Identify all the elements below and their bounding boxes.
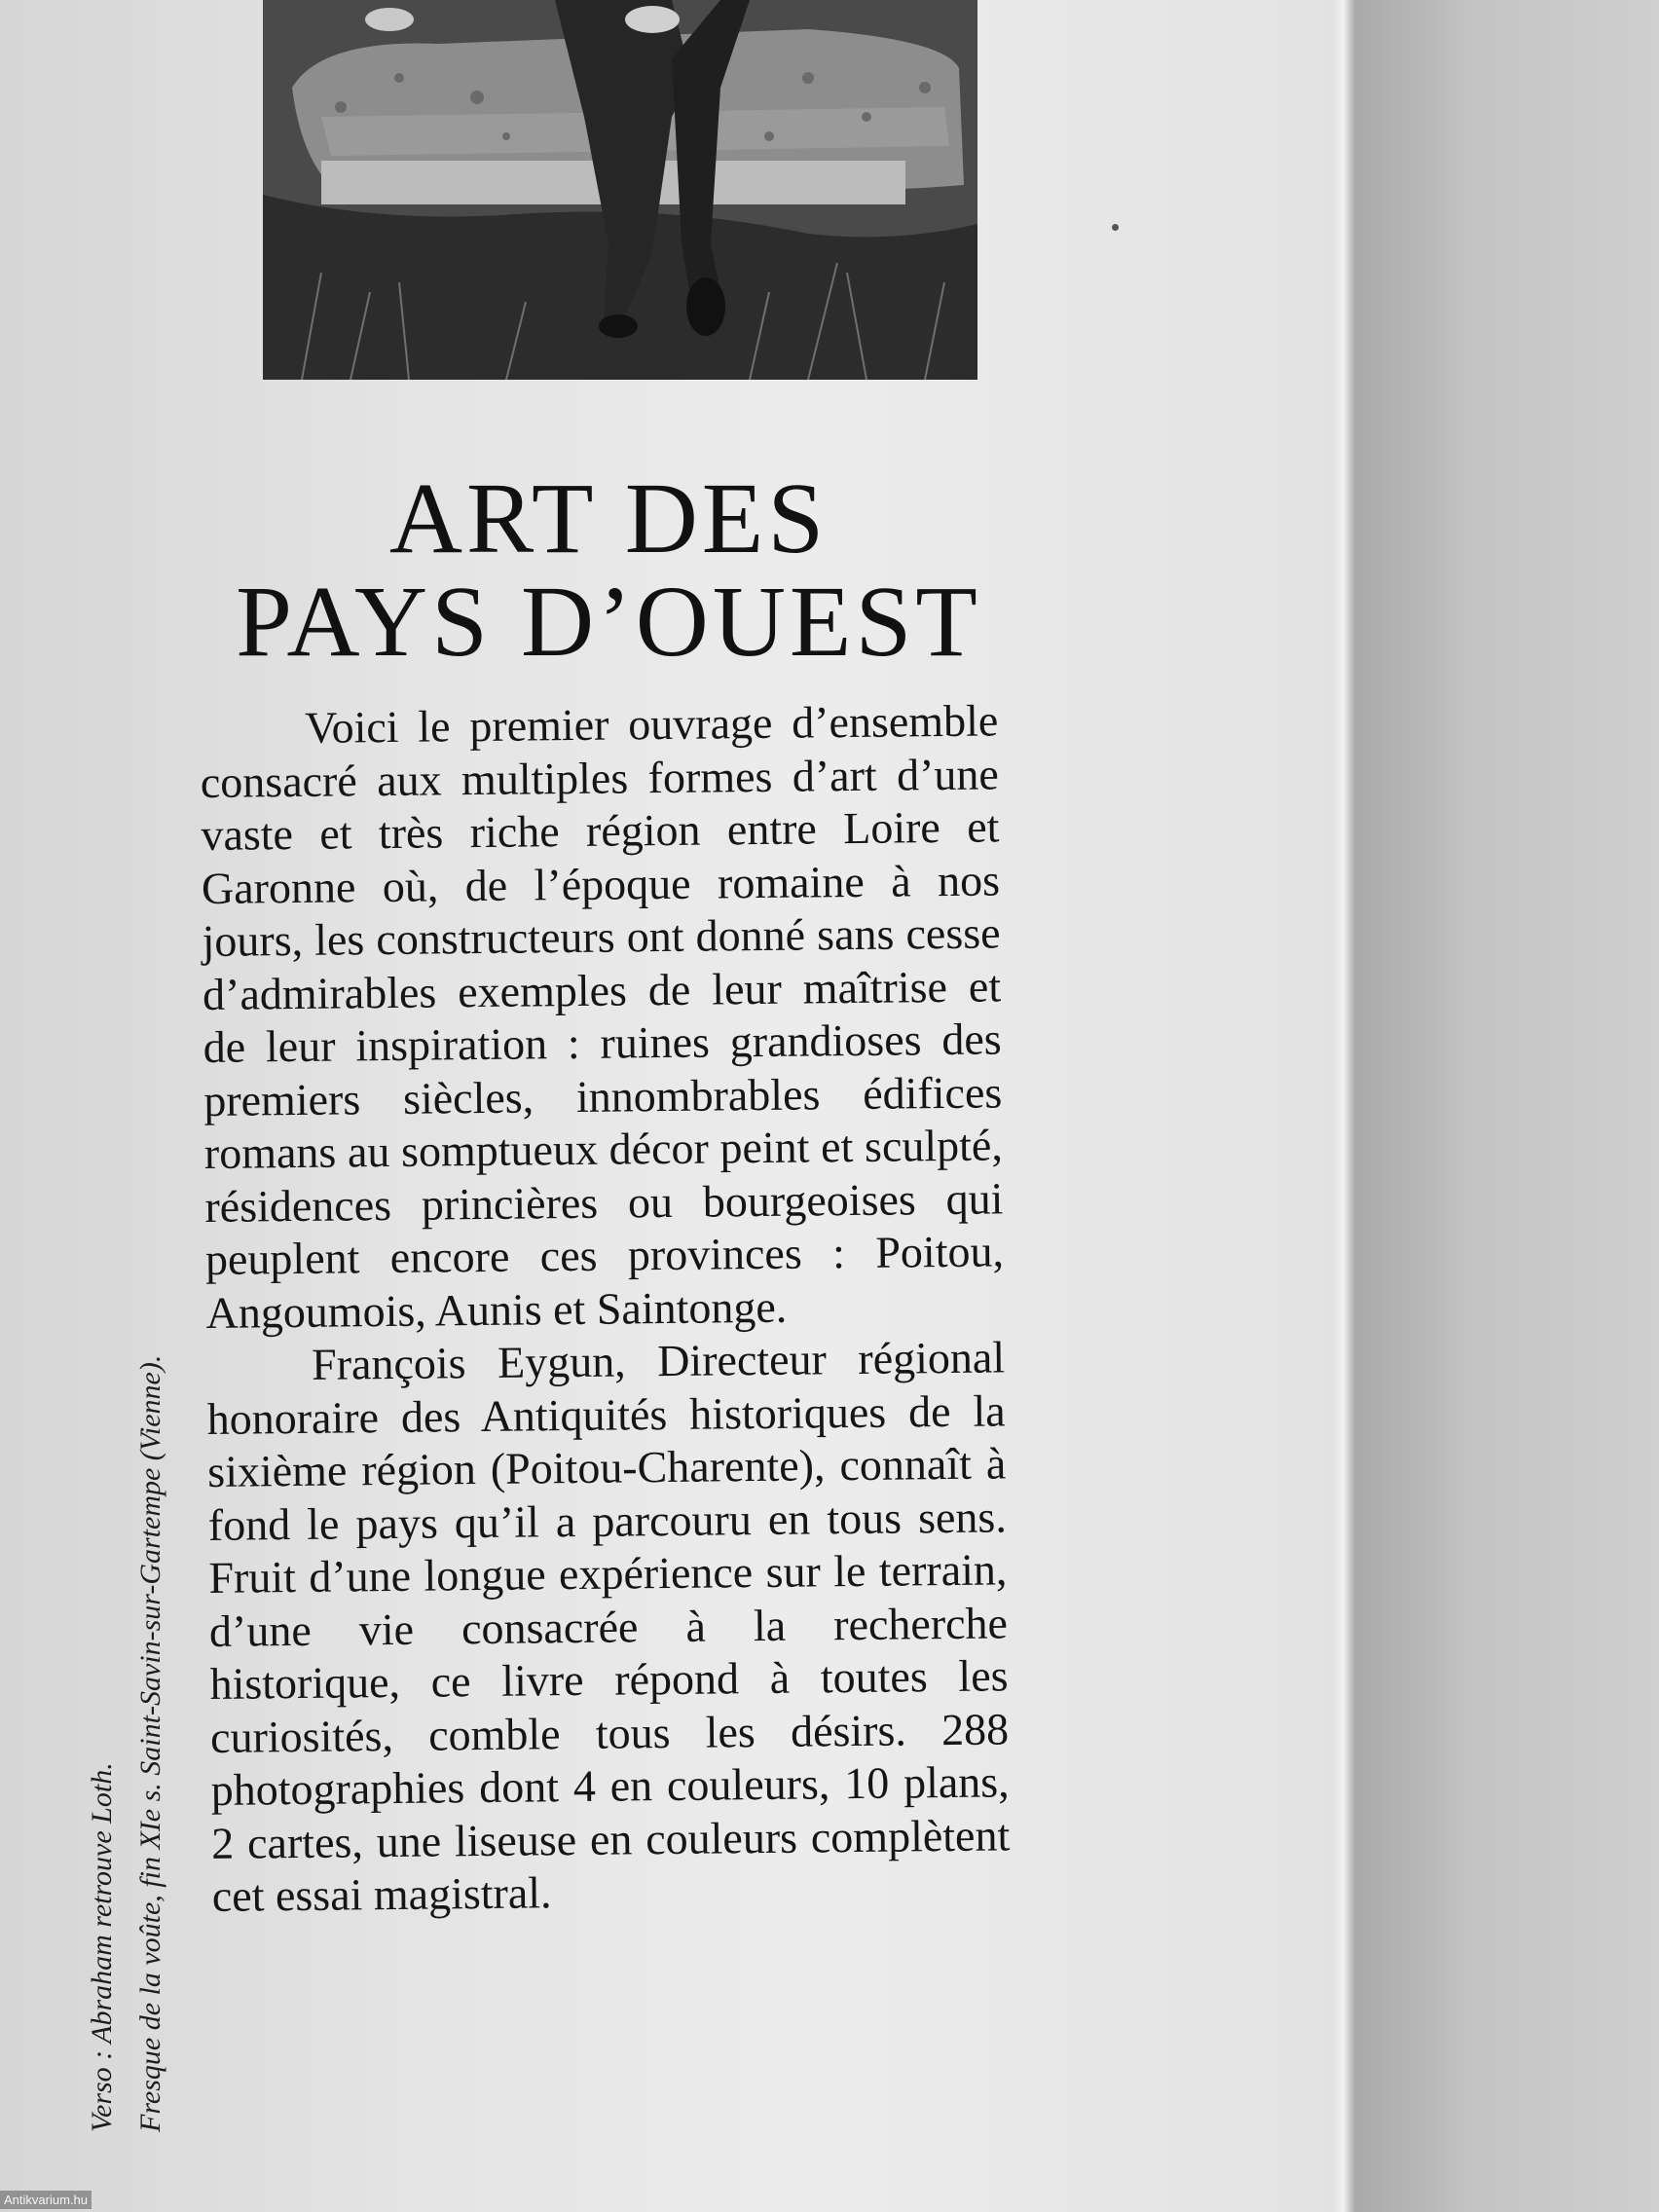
page-edge-shadow [1334,0,1357,2212]
author-photo [263,0,977,380]
watermark: Antikvarium.hu [0,2191,92,2209]
paragraph-1: Voici le premier ouvrage d’ensemble consacré aux multiples formes d’art d’une vaste et très riche région entre Loire et Garonne où, de l’époque romaine à nos jours, les constructeurs ont donné sans cesse d’admirables exemples de leur maîtrise et de leur inspiration : ruines grandioses des premiers siècles, innombrables édifices romans au somptueux décor peint et sculpté, résidences princières ou bourgeoises qui peuplent encore ces provinces : Poitou, Angoumois, Aunis et Saintonge. [200,695,1005,1338]
title-line-1: ART DES [388,462,829,574]
book-title [200,462,1017,678]
paragraph-2: François Eygun, Directeur régional honoraire des Antiquités historiques de la sixième région (Poitou-Charente), connaît à fond le pays qu’il a parcouru en tous sens. Fruit d’une longue expérience sur le terrain, d’une vie consacrée à la recherche historique, ce livre répond à toutes les curiosités, comble tous les désirs. 288 photographies dont 4 en couleurs, 10 plans, 2 cartes, une liseuse en couleurs complètent cet essai magistral. [206,1332,1011,1921]
caption-line-2: Fresque de la voûte, fin XIe s. Saint-Savin-sur-Gartempe (Vienne). [134,1354,166,2132]
background-surface [1355,0,1659,2212]
caption-line-1: Verso : Abraham retrouve Loth. [86,1762,118,2132]
dust-speck [1112,224,1119,231]
title-line-2: PAYS D’OUEST [236,566,981,678]
description-text [200,694,1011,1923]
caption-vertical [78,944,175,2132]
